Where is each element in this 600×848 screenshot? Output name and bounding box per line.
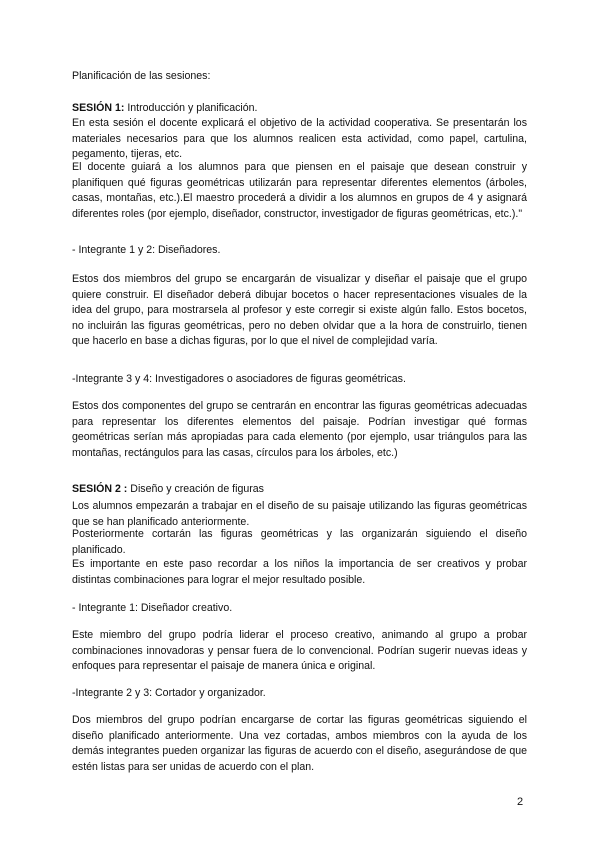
session-1-role-2-text: Estos dos componentes del grupo se centrarán en encontrar las figuras geométricas adecuadas para representar los diferentes elementos del paisaje. Podrían investigar qué formas geométricas serían más apropiadas para cada elemento (por ejemplo, usar triángulos para las montañas, rectángulos para las casas, círculos para los árboles, etc.) bbox=[72, 400, 527, 459]
session-2-subtitle: Diseño y creación de figuras bbox=[127, 483, 264, 495]
session-1-role-1-title: - Integrante 1 y 2: Diseñadores. bbox=[72, 244, 221, 256]
session-1-heading: SESIÓN 1: bbox=[72, 102, 125, 114]
page-number: 2 bbox=[517, 796, 524, 808]
session-1-body: El docente guiará a los alumnos para que piensen en el paisaje que desean construir y planifiquen qué figuras geométricas utilizarán para representar diferentes elementos (árboles, casas, montañas, etc.).El maestro procederá a dividir a los alumnos en grupos de 4 y asignará diferentes roles (por ejemplo, diseñador, constructor, investigador de figuras geométricas, etc.)." bbox=[72, 161, 527, 220]
session-2-heading: SESIÓN 2 : bbox=[72, 483, 128, 495]
session-2-paragraph-2: Posteriormente cortarán las figuras geométricas y las organizarán siguiendo el diseño planificado. bbox=[72, 528, 527, 556]
session-2-heading-line bbox=[72, 482, 527, 498]
session-1-subtitle: Introducción y planificación. bbox=[124, 102, 258, 114]
session-1-role-1-text: Estos dos miembros del grupo se encargarán de visualizar y diseñar el paisaje que el grupo quiere construir. El diseñador deberá dibujar bocetos o hacer representaciones visuales de la idea del grupo, para mostrarsela al profesor y este corregir si existe algún fallo. Estos bocetos, no incluirán las figuras geométricas, pero no deben olvidar que a la hora de construirlo, tienen que hacerlo en base a dichas figuras, por lo que el nivel de complejidad varía. bbox=[72, 273, 527, 348]
session-1-heading-line bbox=[72, 101, 527, 117]
session-2-role-2-text: Dos miembros del grupo podrían encargarse de cortar las figuras geométricas siguiendo el diseño planificado anteriormente. Una vez cortadas, ambos miembros con la ayuda de los demás integrantes pueden organizar las figuras de acuerdo con el diseño, asegurándose de que estén listas para ser unidas de acuerdo con el plan. bbox=[72, 714, 527, 773]
session-1-intro: En esta sesión el docente explicará el objetivo de la actividad cooperativa. Se presentarán los materiales necesarios para que los alumnos realicen esta actividad, como papel, cartulina, pegamento, tijeras, etc. bbox=[72, 117, 527, 161]
session-2-role-1-title: - Integrante 1: Diseñador creativo. bbox=[72, 602, 233, 614]
session-2-paragraph-1: Los alumnos empezarán a trabajar en el diseño de su paisaje utilizando las figuras geométricas que se han planificado anteriormente. bbox=[72, 500, 527, 528]
session-2-paragraph-3: Es importante en este paso recordar a los niños la importancia de ser creativos y probar distintas combinaciones para lograr el mejor resultado posible. bbox=[72, 558, 527, 586]
session-1-role-2-title: -Integrante 3 y 4: Investigadores o asociadores de figuras geométricas. bbox=[72, 373, 406, 385]
document-title: Planificación de las sesiones: bbox=[72, 70, 211, 82]
session-2-role-2-title: -Integrante 2 y 3: Cortador y organizador. bbox=[72, 687, 266, 699]
session-2-role-1-text: Este miembro del grupo podría liderar el proceso creativo, animando al grupo a probar combinaciones innovadoras y pensar fuera de lo convencional. Podrían sugerir nuevas ideas y enfoques para representar el paisaje de manera única e original. bbox=[72, 629, 527, 673]
